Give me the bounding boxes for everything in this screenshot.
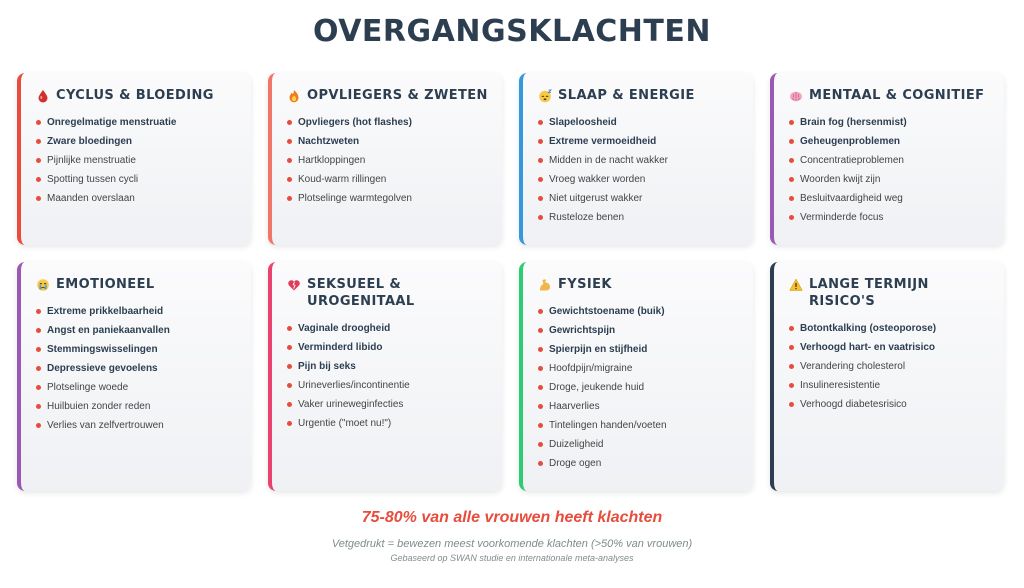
symptom-text: Gewichtstoename (buik)	[549, 306, 665, 317]
bullet-dot-icon	[287, 158, 292, 163]
sleepy-face-icon	[538, 89, 552, 103]
symptom-item	[538, 132, 741, 151]
bullet-dot-icon	[538, 385, 543, 390]
symptom-text: Opvliegers (hot flashes)	[298, 117, 412, 128]
bullet-dot-icon	[36, 196, 41, 201]
symptom-text: Hartkloppingen	[298, 155, 366, 166]
symptom-text: Midden in de nacht wakker	[549, 155, 668, 166]
symptom-item	[538, 454, 741, 473]
bullet-dot-icon	[538, 158, 543, 163]
symptom-list	[538, 302, 741, 473]
brain-icon	[789, 89, 803, 103]
footer-statistic: 75-80% van alle vrouwen heeft klachten	[361, 509, 663, 526]
bullet-dot-icon	[287, 177, 292, 182]
symptom-list	[538, 113, 741, 227]
symptom-text: Vroeg wakker worden	[549, 174, 646, 185]
symptom-item	[538, 321, 741, 340]
symptom-item	[287, 189, 490, 208]
symptom-text: Hoofdpijn/migraine	[549, 363, 633, 374]
symptom-text: Brain fog (hersenmist)	[800, 117, 907, 128]
symptom-item	[538, 189, 741, 208]
symptom-text: Angst en paniekaanvallen	[47, 325, 170, 336]
symptom-text: Slapeloosheid	[549, 117, 617, 128]
flexed-arm-icon	[538, 278, 552, 292]
symptom-item	[287, 414, 490, 433]
symptom-text: Tintelingen handen/voeten	[549, 420, 667, 431]
symptom-list	[287, 113, 490, 208]
bullet-dot-icon	[538, 120, 543, 125]
symptom-text: Plotselinge warmtegolven	[298, 193, 412, 204]
symptom-text: Verhoogd diabetesrisico	[800, 399, 907, 410]
bullet-dot-icon	[36, 309, 41, 314]
symptom-text: Verminderde focus	[800, 212, 884, 223]
symptom-item	[538, 113, 741, 132]
symptom-item	[789, 319, 992, 338]
symptom-list	[287, 319, 490, 433]
symptom-text: Depressieve gevoelens	[47, 363, 158, 374]
symptom-item	[287, 357, 490, 376]
bullet-dot-icon	[538, 215, 543, 220]
symptom-text: Maanden overslaan	[47, 193, 135, 204]
symptom-item	[36, 321, 239, 340]
bullet-dot-icon	[287, 383, 292, 388]
bullet-dot-icon	[287, 139, 292, 144]
symptom-item	[287, 170, 490, 189]
card-slaap-energie	[519, 73, 753, 245]
symptom-item	[36, 340, 239, 359]
symptom-list	[789, 319, 992, 414]
bullet-dot-icon	[538, 404, 543, 409]
symptom-text: Extreme vermoeidheid	[549, 136, 657, 147]
bullet-dot-icon	[36, 404, 41, 409]
symptom-list	[36, 302, 239, 435]
bullet-dot-icon	[538, 366, 543, 371]
symptom-item	[538, 359, 741, 378]
symptom-item	[36, 302, 239, 321]
symptom-text: Niet uitgerust wakker	[549, 193, 643, 204]
symptom-item	[36, 397, 239, 416]
bullet-dot-icon	[789, 402, 794, 407]
symptom-text: Pijn bij seks	[298, 361, 356, 372]
symptom-item	[538, 170, 741, 189]
symptom-text: Botontkalking (osteoporose)	[800, 323, 937, 334]
symptom-item	[538, 208, 741, 227]
card-header	[789, 87, 992, 104]
bullet-dot-icon	[538, 177, 543, 182]
symptom-item	[36, 189, 239, 208]
symptom-text: Nachtzweten	[298, 136, 360, 147]
bullet-dot-icon	[36, 177, 41, 182]
symptom-text: Droge ogen	[549, 458, 602, 469]
bullet-dot-icon	[789, 215, 794, 220]
symptom-item	[287, 338, 490, 357]
symptom-item	[789, 338, 992, 357]
symptom-text: Besluitvaardigheid weg	[800, 193, 903, 204]
symptom-text: Stemmingswisselingen	[47, 344, 158, 355]
symptom-text: Huilbuien zonder reden	[47, 401, 151, 412]
symptom-item	[538, 340, 741, 359]
bullet-dot-icon	[789, 196, 794, 201]
symptom-item	[36, 113, 239, 132]
card-cyclus-bloeding	[17, 73, 251, 245]
symptom-text: Insulineresistentie	[800, 380, 881, 391]
card-header	[789, 276, 992, 310]
symptom-text: Droge, jeukende huid	[549, 382, 645, 393]
symptom-text: Gewrichtspijn	[549, 325, 616, 336]
card-header	[36, 276, 239, 293]
bullet-dot-icon	[789, 177, 794, 182]
bullet-dot-icon	[538, 139, 543, 144]
symptom-text: Urgentie ("moet nu!")	[298, 418, 392, 429]
symptom-item	[36, 359, 239, 378]
symptom-item	[287, 395, 490, 414]
bullet-dot-icon	[789, 139, 794, 144]
symptom-item	[789, 189, 992, 208]
symptom-item	[538, 378, 741, 397]
symptom-text: Urineverlies/incontinentie	[298, 380, 410, 391]
symptom-text: Onregelmatige menstruatie	[47, 117, 177, 128]
symptom-item	[538, 435, 741, 454]
bullet-dot-icon	[789, 383, 794, 388]
bullet-dot-icon	[538, 328, 543, 333]
card-emotioneel	[17, 262, 251, 491]
card-title: SEKSUEEL & UROGENITAAL	[307, 277, 415, 309]
card-header	[36, 87, 239, 104]
symptom-item	[538, 151, 741, 170]
symptom-grid	[17, 73, 1003, 491]
symptom-text: Concentratieproblemen	[800, 155, 904, 166]
symptom-item	[36, 151, 239, 170]
bullet-dot-icon	[789, 326, 794, 331]
warning-icon	[789, 278, 803, 292]
symptom-item	[538, 397, 741, 416]
bullet-dot-icon	[538, 442, 543, 447]
symptom-text: Woorden kwijt zijn	[800, 174, 881, 185]
bullet-dot-icon	[287, 326, 292, 331]
crying-face-icon	[36, 278, 50, 292]
bullet-dot-icon	[36, 423, 41, 428]
symptom-text: Haarverlies	[549, 401, 600, 412]
symptom-item	[287, 151, 490, 170]
footer-legend-note: Vetgedrukt = bewezen meest voorkomende klachten (>50% van vrouwen)	[331, 538, 693, 550]
bullet-dot-icon	[36, 158, 41, 163]
symptom-text: Vaker urineweginfecties	[298, 399, 404, 410]
bullet-dot-icon	[287, 421, 292, 426]
card-lange-termijn-risico-s	[770, 262, 1004, 491]
card-title: FYSIEK	[558, 277, 612, 292]
card-title: SLAAP & ENERGIE	[558, 88, 695, 103]
bullet-dot-icon	[287, 120, 292, 125]
blood-drop-icon	[36, 89, 50, 103]
symptom-text: Extreme prikkelbaarheid	[47, 306, 164, 317]
bullet-dot-icon	[36, 366, 41, 371]
symptom-text: Verminderd libido	[298, 342, 383, 353]
symptom-item	[789, 208, 992, 227]
bullet-dot-icon	[538, 309, 543, 314]
symptom-item	[287, 113, 490, 132]
bullet-dot-icon	[789, 364, 794, 369]
symptom-text: Rusteloze benen	[549, 212, 625, 223]
bullet-dot-icon	[538, 347, 543, 352]
bullet-dot-icon	[36, 120, 41, 125]
bullet-dot-icon	[287, 364, 292, 369]
card-mentaal-cognitief	[770, 73, 1004, 245]
footer-source: Gebaseerd op SWAN studie en internationale meta-analyses	[390, 553, 634, 563]
symptom-text: Koud-warm rillingen	[298, 174, 387, 185]
card-title: OPVLIEGERS & ZWETEN	[307, 88, 488, 103]
symptom-item	[36, 170, 239, 189]
symptom-item	[789, 170, 992, 189]
card-opvliegers-zweten	[268, 73, 502, 245]
bullet-dot-icon	[36, 328, 41, 333]
bullet-dot-icon	[36, 347, 41, 352]
symptom-item	[287, 376, 490, 395]
card-header	[538, 276, 741, 293]
bullet-dot-icon	[287, 345, 292, 350]
symptom-text: Vaginale droogheid	[298, 323, 391, 334]
symptom-item	[538, 416, 741, 435]
symptom-item	[36, 378, 239, 397]
symptom-text: Plotselinge woede	[47, 382, 129, 393]
bullet-dot-icon	[287, 196, 292, 201]
symptom-item	[789, 376, 992, 395]
card-header	[287, 87, 490, 104]
symptom-item	[287, 319, 490, 338]
symptom-text: Pijnlijke menstruatie	[47, 155, 136, 166]
bullet-dot-icon	[36, 139, 41, 144]
bullet-dot-icon	[538, 196, 543, 201]
page-title: OVERGANGSKLACHTEN	[313, 14, 711, 49]
bullet-dot-icon	[789, 158, 794, 163]
card-header	[287, 276, 490, 310]
bullet-dot-icon	[538, 461, 543, 466]
fire-icon	[287, 89, 301, 103]
symptom-text: Spotting tussen cycli	[47, 174, 139, 185]
card-title: MENTAAL & COGNITIEF	[809, 88, 985, 103]
symptom-item	[789, 357, 992, 376]
symptom-list	[36, 113, 239, 208]
symptom-list	[789, 113, 992, 227]
symptom-text: Verlies van zelfvertrouwen	[47, 420, 164, 431]
bullet-dot-icon	[789, 345, 794, 350]
symptom-text: Duizeligheid	[549, 439, 604, 450]
card-title: CYCLUS & BLOEDING	[56, 88, 214, 103]
card-fysiek	[519, 262, 753, 491]
card-header	[538, 87, 741, 104]
bullet-dot-icon	[287, 402, 292, 407]
card-seksueel-urogenitaal	[268, 262, 502, 491]
bullet-dot-icon	[36, 385, 41, 390]
card-title: LANGE TERMIJN RISICO'S	[809, 277, 929, 309]
symptom-text: Geheugenproblemen	[800, 136, 901, 147]
symptom-item	[538, 302, 741, 321]
symptom-item	[789, 395, 992, 414]
card-title: EMOTIONEEL	[56, 277, 155, 292]
symptom-text: Spierpijn en stijfheid	[549, 344, 648, 355]
heart-icon	[287, 278, 301, 292]
symptom-item	[789, 113, 992, 132]
symptom-item	[789, 132, 992, 151]
symptom-item	[36, 416, 239, 435]
symptom-text: Zware bloedingen	[47, 136, 133, 147]
symptom-text: Verandering cholesterol	[800, 361, 906, 372]
bullet-dot-icon	[789, 120, 794, 125]
bullet-dot-icon	[538, 423, 543, 428]
symptom-text: Verhoogd hart- en vaatrisico	[800, 342, 936, 353]
symptom-item	[36, 132, 239, 151]
symptom-item	[789, 151, 992, 170]
symptom-item	[287, 132, 490, 151]
